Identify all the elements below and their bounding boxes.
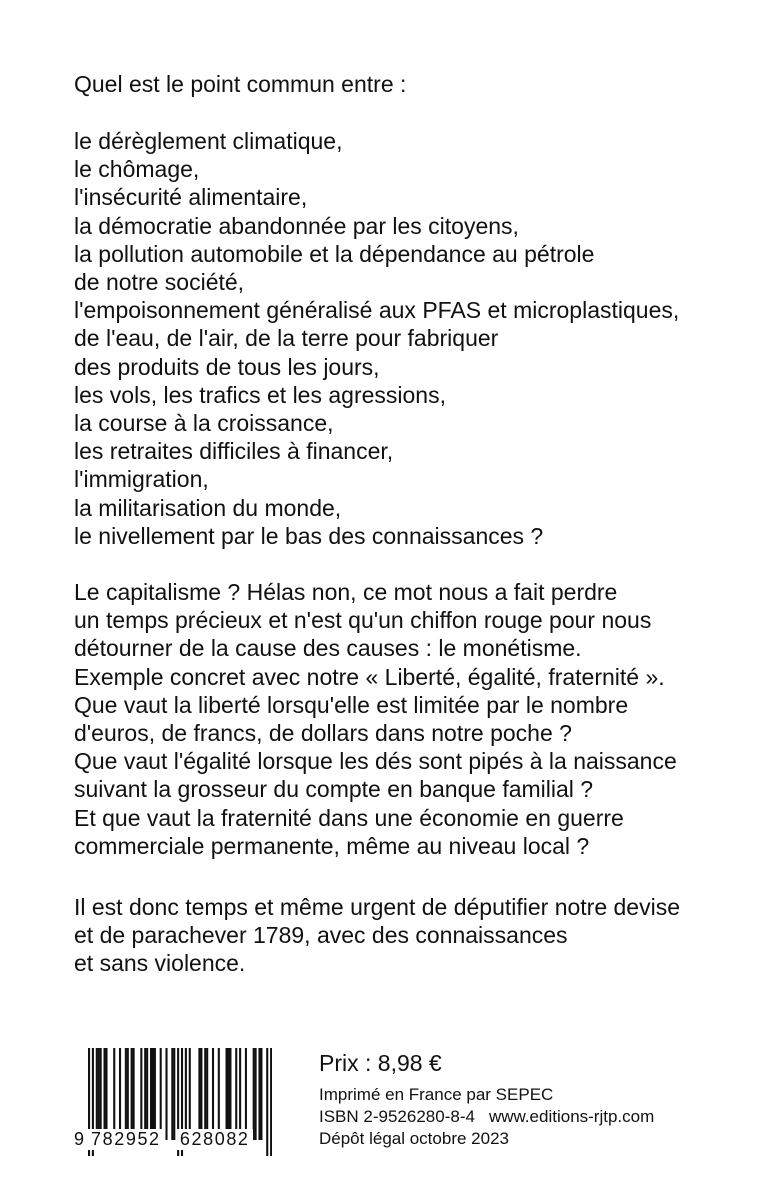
barcode-bar — [133, 1048, 135, 1140]
barcode-bar — [200, 1048, 202, 1140]
list-item: la militarisation du monde, — [74, 494, 342, 521]
barcode-bar — [204, 1048, 206, 1140]
barcode-bar — [218, 1048, 220, 1140]
barcode-bar — [119, 1048, 121, 1140]
barcode-first-digit: 9 — [74, 1129, 86, 1149]
paragraph-line: Que vaut l'égalité lorsque les dés sont pipés à la naissance — [74, 748, 677, 775]
barcode-bar — [173, 1048, 175, 1140]
barcode-bar — [239, 1048, 241, 1140]
barcode-bar — [198, 1048, 200, 1140]
list-item: de l'eau, de l'air, de la terre pour fabriquer — [74, 325, 499, 352]
barcode-bar — [229, 1048, 231, 1140]
barcode-bar — [125, 1048, 127, 1140]
legal-deposit: Dépôt légal octobre 2023 — [319, 1129, 509, 1148]
barcode-bar — [146, 1048, 148, 1140]
list-item: le dérèglement climatique, — [74, 128, 343, 154]
paragraph-line: Exemple concret avec notre « Liberté, égalité, fraternité ». — [74, 663, 665, 690]
barcode-bar — [154, 1048, 156, 1140]
paragraph-line: suivant la grosseur du compte en banque familial ? — [74, 776, 594, 803]
paragraph-line: Et que vaut la fraternité dans une économie en guerre — [74, 804, 624, 831]
list-item: l'empoisonnement généralisé aux PFAS et microplastiques, — [74, 297, 680, 324]
paragraph-line: Le capitalisme ? Hélas non, ce mot nous a fait perdre — [74, 579, 618, 605]
paragraph-line: et de parachever 1789, avec des connaissances — [74, 922, 568, 949]
barcode-left-group: 782952 — [88, 1129, 164, 1150]
barcode-bar — [140, 1048, 142, 1140]
printer-info: Imprimé en France par SEPEC — [319, 1085, 554, 1104]
barcode-bar — [105, 1048, 107, 1140]
paragraph-capitalism — [74, 578, 754, 860]
publication-info — [319, 1048, 749, 1150]
isbn-website-line — [319, 1106, 749, 1128]
list-item: des produits de tous les jours, — [74, 353, 380, 380]
barcode-bar — [131, 1048, 133, 1140]
barcode-bar — [144, 1048, 146, 1140]
list-item: de notre société, — [74, 269, 245, 296]
barcode-right-group: 628082 — [177, 1129, 253, 1150]
barcode-bar — [127, 1048, 129, 1140]
barcode-bar — [212, 1048, 214, 1140]
barcode-bar — [113, 1048, 115, 1140]
barcode-bar — [171, 1048, 173, 1140]
barcode-bar — [100, 1048, 102, 1140]
paragraph-conclusion — [74, 893, 754, 978]
barcode-bar — [103, 1048, 105, 1140]
list-item: l'insécurité alimentaire, — [74, 184, 308, 211]
paragraph-line: Que vaut la liberté lorsqu'elle est limitée par le nombre — [74, 691, 629, 718]
barcode-bar — [185, 1048, 187, 1140]
paragraph-line: Il est donc temps et même urgent de députifier notre devise — [74, 894, 680, 920]
paragraph-line: commerciale permanente, même au niveau local ? — [74, 832, 590, 859]
intro-line: Quel est le point commun entre : — [74, 71, 407, 97]
list-item: l'immigration, — [74, 466, 209, 493]
list-item: la démocratie abandonnée par les citoyens, — [74, 212, 519, 239]
barcode-bar — [98, 1048, 100, 1140]
list-item: la course à la croissance, — [74, 410, 334, 437]
barcode-bar — [245, 1048, 247, 1140]
barcode-bar — [189, 1048, 191, 1140]
paragraph-line: d'euros, de francs, de dollars dans notre poche ? — [74, 720, 572, 747]
barcode-digits — [74, 1129, 284, 1150]
barcode-bar — [260, 1048, 262, 1140]
barcode-bar — [255, 1048, 257, 1140]
list-item: la pollution automobile et la dépendance au pétrole — [74, 240, 595, 267]
price-label: Prix : 8,98 € — [319, 1050, 442, 1076]
barcode-bar — [152, 1048, 154, 1140]
barcode-bar — [253, 1048, 255, 1140]
paragraph-line: et sans violence. — [74, 950, 246, 977]
list-item: les retraites difficiles à financer, — [74, 438, 394, 465]
problem-list — [74, 127, 754, 550]
isbn-number: ISBN 2-9526280-8-4 — [319, 1107, 475, 1126]
barcode-bar — [226, 1048, 228, 1140]
list-item: les vols, les trafics et les agressions, — [74, 381, 446, 408]
barcode-bar — [258, 1048, 260, 1140]
barcode-bar — [96, 1048, 98, 1140]
barcode-bar — [160, 1048, 162, 1140]
barcode-bar — [227, 1048, 229, 1140]
barcode-bar — [150, 1048, 152, 1140]
barcode-bar — [165, 1048, 167, 1140]
barcode-bar — [235, 1048, 237, 1140]
intro-question — [74, 70, 754, 98]
paragraph-line: détourner de la cause des causes : le monétisme. — [74, 635, 582, 662]
list-item: le chômage, — [74, 156, 200, 183]
barcode-bar — [206, 1048, 208, 1140]
list-item: le nivellement par le bas des connaissances ? — [74, 522, 544, 549]
paragraph-line: un temps précieux et n'est qu'un chiffon rouge pour nous — [74, 607, 652, 634]
publisher-website: www.editions-rjtp.com — [488, 1107, 655, 1126]
